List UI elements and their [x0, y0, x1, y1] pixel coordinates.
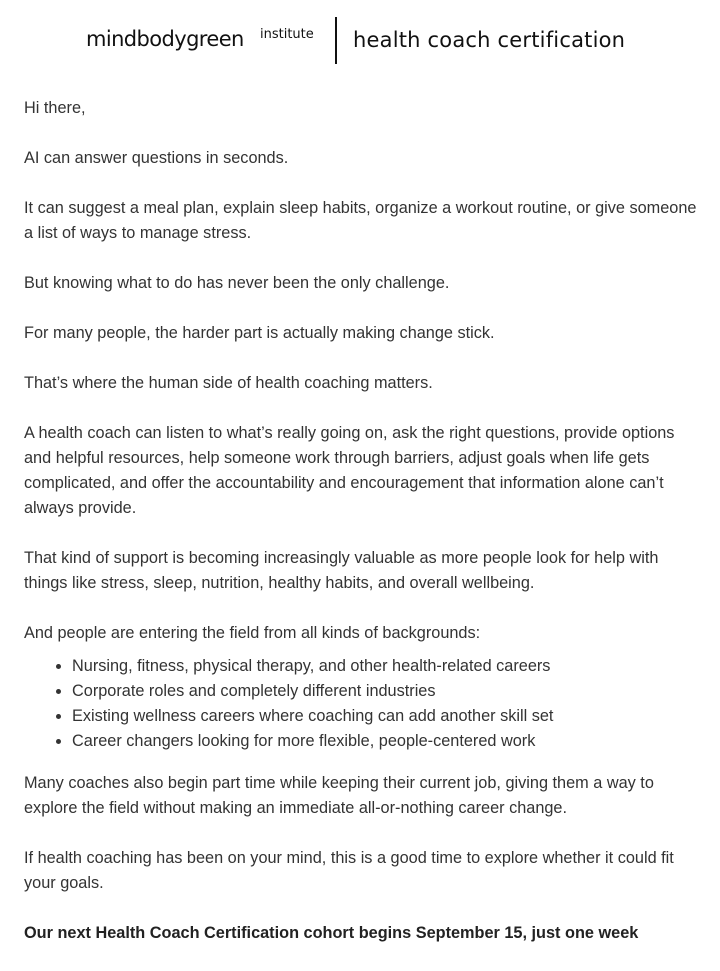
paragraph-2: It can suggest a meal plan, explain sleep habits, organize a workout routine, or give someone a list of ways to manage stress.: [24, 199, 697, 242]
closing-paragraph-2: If health coaching has been on your mind, this is a good time to explore whether it could fit your goals.: [24, 849, 674, 892]
paragraph-4: For many people, the harder part is actually making change stick.: [24, 324, 495, 342]
program-title: health coach certification: [353, 28, 626, 52]
closing-paragraph-1: Many coaches also begin part time while keeping their current job, giving them a way to explore the field without making an immediate all-or-nothing career change.: [24, 774, 654, 817]
list-item: • Career changers looking for more flexible, people-centered work: [72, 729, 698, 754]
brand-logo[interactable]: mindbodygreen: [86, 27, 244, 51]
paragraph-6: A health coach can listen to what’s really going on, ask the right questions, provide options and helpful resources, help someone work through barriers, adjust goals when life gets complicated, and offer the accountability and encouragement that information alone can’t always provide.: [24, 424, 675, 517]
paragraph-3: But knowing what to do has never been the only challenge.: [24, 274, 450, 292]
paragraph-1: AI can answer questions in seconds.: [24, 149, 289, 167]
email-header: [0, 17, 720, 65]
greeting: Hi there,: [24, 99, 86, 117]
paragraph-8: And people are entering the field from all kinds of backgrounds:: [24, 624, 481, 642]
list-item: • Existing wellness careers where coaching can add another skill set: [72, 704, 698, 729]
list-item: • Nursing, fitness, physical therapy, and other health-related careers: [72, 654, 698, 679]
paragraph-7: That kind of support is becoming increasingly valuable as more people look for help with things like stress, sleep, nutrition, healthy habits, and overall wellbeing.: [24, 549, 659, 592]
list-item: • Corporate roles and completely different industries: [72, 679, 698, 704]
paragraph-5: That’s where the human side of health coaching matters.: [24, 374, 433, 392]
backgrounds-list: [24, 654, 698, 754]
email-body: [24, 96, 698, 971]
header-divider: [335, 17, 337, 64]
cohort-announcement: Our next Health Coach Certification cohort begins September 15, just one week: [24, 924, 639, 942]
brand-logo-suffix: institute: [260, 27, 314, 42]
